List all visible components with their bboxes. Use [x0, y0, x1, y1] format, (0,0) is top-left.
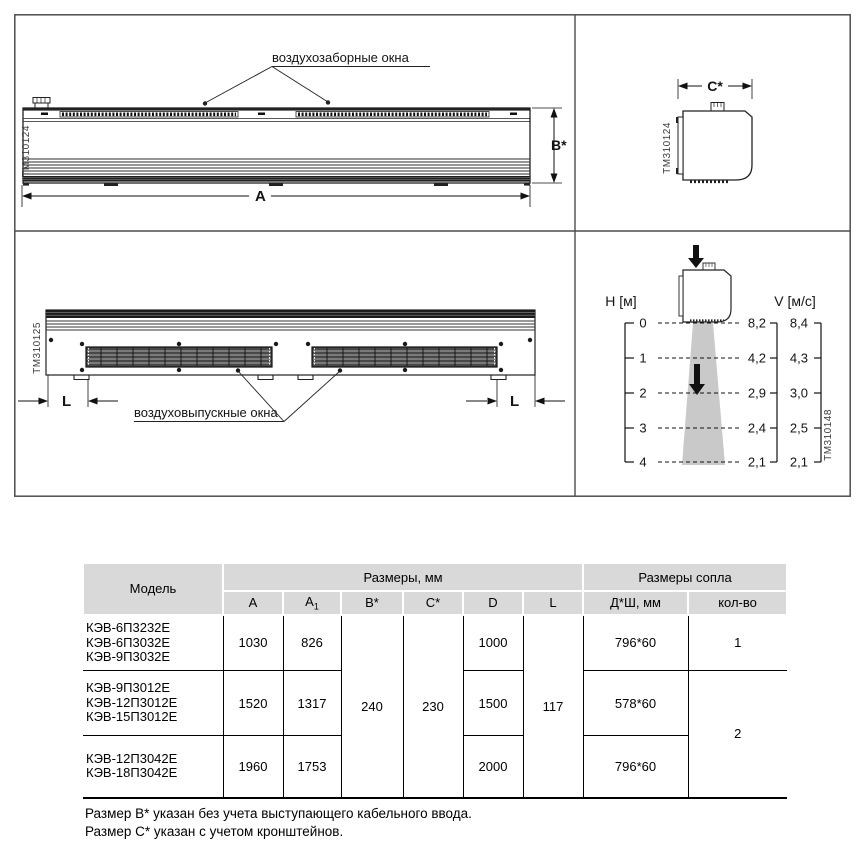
svg-text:2,4: 2,4 [747, 420, 766, 436]
svg-text:3,0: 3,0 [789, 385, 808, 401]
svg-text:2,1: 2,1 [789, 454, 808, 470]
v-values-col1 [748, 316, 766, 470]
svg-text:8,2: 8,2 [747, 315, 766, 331]
value-a1: 826 [283, 615, 341, 671]
value-l-merged: 117 [523, 615, 583, 798]
outlet-windows-label: воздуховыпускные окна [134, 405, 278, 420]
footnote-c: Размер C* указан с учетом кронштейнов. [85, 823, 344, 839]
svg-text:2: 2 [639, 385, 647, 401]
part-code-front: TM310124 [21, 125, 32, 177]
svg-text:4,2: 4,2 [747, 350, 766, 366]
svg-text:2,1: 2,1 [747, 454, 766, 470]
value-nozzle: 796*60 [583, 736, 688, 798]
svg-text:2,5: 2,5 [789, 420, 808, 436]
drawing-frame [15, 15, 850, 496]
leader-dot [326, 100, 330, 104]
value-d: 2000 [463, 736, 523, 798]
unit-body-side [683, 111, 752, 180]
airflow-diagram [605, 245, 834, 470]
svg-text:4,3: 4,3 [789, 350, 808, 366]
value-qty-merged: 2 [688, 671, 787, 798]
unit-pictogram [679, 263, 731, 322]
v-col2-bracket [814, 323, 821, 462]
leader-dot [203, 101, 207, 105]
footnotes [85, 805, 472, 840]
cable-gland [33, 98, 50, 109]
svg-text:4: 4 [639, 454, 647, 470]
cable-gland-side [711, 103, 724, 112]
col-header-a: A [223, 591, 283, 615]
outlet-grille-left [86, 347, 272, 367]
h-axis-bracket [625, 323, 634, 462]
h-axis-label: H [м] [605, 293, 637, 309]
col-group-dimensions: Размеры, мм [223, 563, 583, 591]
intake-windows-label: воздухозаборные окна [272, 50, 409, 65]
dim-c-label: C* [707, 78, 723, 94]
air-jet-cone [682, 323, 725, 465]
col-header-a1: $A_1$ [283, 591, 341, 615]
dim-a-label: A [255, 188, 266, 205]
value-d: 1000 [463, 615, 523, 671]
unit-body-front [23, 108, 530, 183]
technical-drawings [14, 14, 851, 497]
v-axis-label: V [м/с] [774, 293, 816, 309]
value-a: 1030 [223, 615, 283, 671]
col-header-l: L [523, 591, 583, 615]
v-col1-bracket [770, 323, 777, 462]
svg-text:3: 3 [639, 420, 647, 436]
value-qty: 1 [688, 615, 787, 671]
h-axis-ticks [639, 316, 646, 470]
value-c-merged: 230 [403, 615, 463, 798]
value-b-merged: 240 [341, 615, 403, 798]
col-header-c: C* [403, 591, 463, 615]
value-a1: 1317 [283, 671, 341, 736]
col-header-model: Модель [83, 563, 223, 615]
col-header-b: B* [341, 591, 403, 615]
dimensions-table [82, 562, 788, 799]
col-header-qty: кол-во [688, 591, 787, 615]
table-row [83, 615, 787, 671]
value-d: 1500 [463, 671, 523, 736]
dimension-l-right [466, 375, 565, 410]
model-cell: КЭВ-12П3042Е КЭВ-18П3042Е [83, 736, 223, 798]
part-code-side: TM310124 [662, 122, 673, 174]
svg-text:1: 1 [639, 350, 647, 366]
col-header-d: D [463, 591, 523, 615]
svg-text:2,9: 2,9 [747, 385, 766, 401]
dimension-a [22, 185, 530, 207]
outlet-grille-right [312, 347, 497, 367]
value-a: 1960 [223, 736, 283, 798]
value-nozzle: 578*60 [583, 671, 688, 736]
part-code-bottom: TM310125 [32, 322, 43, 374]
col-header-nozzle-size: Д*Ш, мм [583, 591, 688, 615]
model-cell: КЭВ-6П3232Е КЭВ-6П3032Е КЭВ-9П3032Е [83, 615, 223, 671]
col-group-nozzle: Размеры сопла [583, 563, 787, 591]
flow-arrow-top [688, 245, 704, 268]
dimension-l-left [18, 375, 118, 410]
model-cell: КЭВ-9П3012Е КЭВ-12П3012Е КЭВ-15П3012Е [83, 671, 223, 736]
value-a: 1520 [223, 671, 283, 736]
bracket-plate [678, 117, 683, 174]
bottom-view-drawing [18, 310, 565, 422]
bracket-feet [74, 375, 506, 380]
v-values-col2 [790, 316, 808, 470]
side-view-drawing [662, 78, 752, 182]
svg-text:0: 0 [639, 315, 647, 331]
dim-b-label: B* [551, 137, 567, 153]
svg-text:8,4: 8,4 [789, 315, 808, 331]
dim-l-label-right: L [510, 393, 520, 410]
front-view-drawing [21, 50, 567, 207]
footnote-b: Размер B* указан без учета выступающего кабельного ввода. [85, 806, 472, 821]
value-a1: 1753 [283, 736, 341, 798]
dim-l-label-left: L [62, 393, 72, 410]
part-code-airflow: TM310148 [823, 409, 834, 461]
value-nozzle: 796*60 [583, 615, 688, 671]
